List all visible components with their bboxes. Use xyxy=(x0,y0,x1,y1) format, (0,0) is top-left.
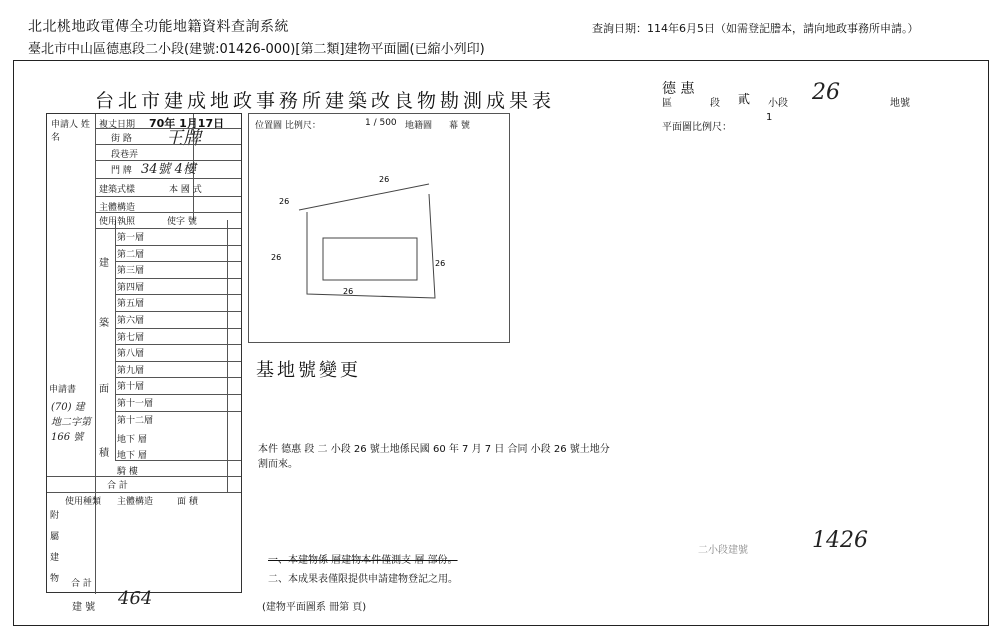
ji-label: 積 xyxy=(99,448,109,459)
floor-rule xyxy=(115,311,241,312)
section-name: 德 惠 xyxy=(662,81,695,97)
duan-word: 段 xyxy=(710,98,720,109)
svg-text:26: 26 xyxy=(343,287,354,296)
floor-rule xyxy=(115,261,241,262)
road-value: 王牌 xyxy=(165,128,201,149)
total-label: 合 計 xyxy=(107,481,128,491)
floor-label: 第九層 xyxy=(117,365,145,376)
floor-label: 第一層 xyxy=(117,233,145,243)
arcade-label: 騎 樓 xyxy=(117,467,138,477)
floor-rule xyxy=(115,344,241,345)
parcel-sketch xyxy=(249,114,511,344)
floor-rule xyxy=(115,294,241,295)
plan-scale-value: 1 xyxy=(766,112,773,123)
system-title: 北北桃地政電傳全功能地籍資料查詢系統 xyxy=(28,19,289,35)
location-scale-label: 位置圖 比例尺： xyxy=(255,121,321,131)
use-permit-value: 使字 號 xyxy=(167,217,197,227)
basement-1: 地下 層 xyxy=(117,435,147,445)
location-map xyxy=(248,113,510,343)
floor-label: 第四層 xyxy=(117,282,145,293)
floor-label: 第八層 xyxy=(117,349,145,360)
survey-date-label: 複丈日期 xyxy=(99,120,136,130)
floor-rule xyxy=(115,411,241,412)
stamp-label: 二小段建號 xyxy=(698,545,748,556)
svg-text:26: 26 xyxy=(435,259,446,268)
record-subtitle: 臺北市中山區德惠段二小段(建號:01426-000)[第二類]建物平面圖(已縮小列印) xyxy=(28,42,485,57)
building-info-table xyxy=(46,113,242,593)
building-type-label: 建築式樣 xyxy=(99,185,136,195)
svg-text:26: 26 xyxy=(379,175,390,184)
section-word: 區 xyxy=(662,98,672,109)
building-type-value: 本 國 式 xyxy=(169,185,202,195)
floor-label: 第十二層 xyxy=(117,415,154,426)
floor-rule xyxy=(115,328,241,329)
annex-structure-head: 主體構造 xyxy=(117,497,154,507)
stamp-number: 1426 xyxy=(812,528,868,553)
document-title: 台北市建成地政事務所建築改良物勘測成果表 xyxy=(95,90,556,112)
annex-usage-head: 使用種類 xyxy=(65,497,102,507)
sub-section: 貳 xyxy=(738,92,751,106)
floor-label: 第五層 xyxy=(117,299,145,310)
survey-date: 70年 1月17日 xyxy=(149,117,225,130)
floor-rule xyxy=(115,245,241,246)
floor-rule xyxy=(115,228,241,229)
use-permit-label: 使用執照 xyxy=(99,217,136,227)
svg-text:26: 26 xyxy=(271,253,282,262)
floor-label: 第十層 xyxy=(117,382,145,393)
door-label: 門 牌 xyxy=(111,166,132,176)
lot-number: 26 xyxy=(812,80,840,105)
note-building: 一、本建物係 層建物本件僅測支 層 部份。 xyxy=(268,555,458,566)
floor-rule xyxy=(115,361,241,362)
main-structure-label: 主體構造 xyxy=(99,203,136,213)
floor-label: 第七層 xyxy=(117,332,145,343)
floor-label: 第二層 xyxy=(117,249,145,260)
lot-change-note: 本件 德惠 段 二 小段 26 號土地係民國 60 年 7 月 7 日 合同 小段 26 號土地分割而來。 xyxy=(258,444,610,470)
case-label: 申請書 xyxy=(49,385,77,395)
lane-label: 段巷弄 xyxy=(111,150,139,160)
floor-label: 第十一層 xyxy=(117,399,154,409)
zhu-label: 築 xyxy=(99,318,109,329)
page-note: (建物平面圖系 冊第 頁) xyxy=(262,602,367,613)
map-lot-word: 幕 號 xyxy=(449,121,470,131)
road-label: 街 路 xyxy=(111,134,132,144)
building-no-label: 建 號 xyxy=(72,602,96,613)
floor-rule xyxy=(115,278,241,279)
building-no: 464 xyxy=(118,588,153,609)
floor-rule xyxy=(115,394,241,395)
floor-rule xyxy=(115,377,241,378)
xiao-duan: 小段 xyxy=(768,98,788,109)
annex-area-head: 面 積 xyxy=(177,497,198,507)
annex-total-label: 合 計 xyxy=(71,579,92,589)
applicant-label: 申請人 姓 名 xyxy=(51,120,90,143)
annex-side-label: 附 屬 建 物 xyxy=(50,511,60,584)
basement-2: 地下 層 xyxy=(117,451,147,461)
jian-label: 建 xyxy=(99,258,109,269)
door-value: 34號 4樓 xyxy=(141,162,196,177)
lot-word: 地號 xyxy=(890,98,910,109)
map-lot-label: 地籍圖 xyxy=(405,121,433,131)
note-usage: 二、本成果表僅限提供申請建物登記之用。 xyxy=(268,574,458,585)
floor-label: 第三層 xyxy=(117,266,145,277)
svg-text:26: 26 xyxy=(279,197,290,206)
query-date: 查詢日期：114年6月5日（如需登記謄本，請向地政事務所申請。） xyxy=(592,22,919,35)
mian-label: 面 xyxy=(99,384,109,395)
case-number: (70) 建地二字第 166 號 xyxy=(51,402,91,443)
location-scale: 1 / 500 xyxy=(365,118,397,128)
lot-change-heading: 基地號變更 xyxy=(256,360,361,381)
plan-scale-label: 平面圖比例尺： xyxy=(662,122,732,133)
floor-label: 第六層 xyxy=(117,316,145,326)
